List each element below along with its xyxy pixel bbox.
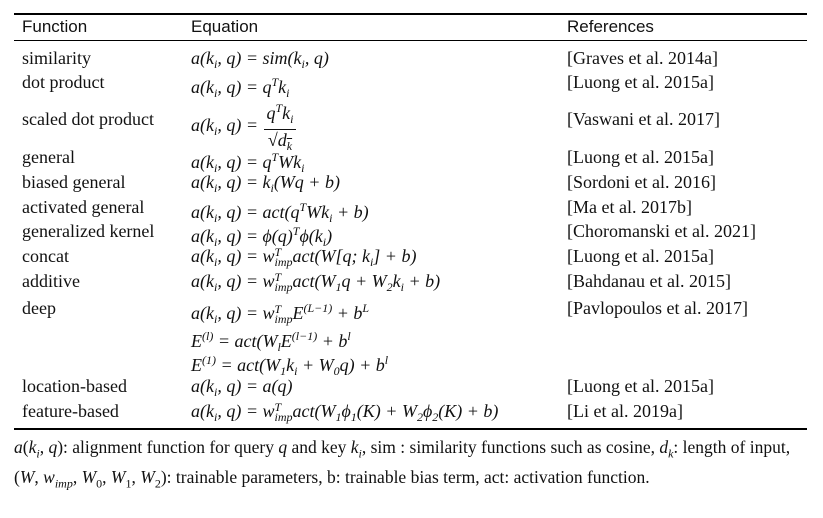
reference: [Graves et al. 2014a] xyxy=(567,48,718,68)
equation: $a(k_i$, $q) = w_{imp T}$ $act(W_1\phi_1(K) + W_2\phi_2(K) + b)$ xyxy=(191,400,499,424)
function-name: biased general xyxy=(22,172,126,192)
reference: [Pavlopoulos et al. 2017] xyxy=(567,298,748,318)
function-name: additive xyxy=(22,271,80,291)
equation: $a(k_i$, q) = a(q) xyxy=(191,376,293,399)
header-equation: Equation xyxy=(191,17,259,36)
reference: [Luong et al. 2015a] xyxy=(567,376,714,396)
reference: [Vaswani et al. 2017] xyxy=(567,109,720,129)
equation: $a(k_i$, $q) = act(q^TWk_i + b)$ xyxy=(191,200,369,225)
header-references: References xyxy=(567,17,654,36)
equation: $a(k_i$, $q) = sim(k_i$, q) xyxy=(191,48,329,71)
function-name: feature-based xyxy=(22,401,119,421)
function-name: location-based xyxy=(22,376,127,396)
function-name: concat xyxy=(22,246,69,266)
equation: $a(k_i$, $q) = k_i(Wq + b)$ xyxy=(191,172,340,195)
reference: [Li et al. 2019a] xyxy=(567,401,683,421)
function-name: scaled dot product xyxy=(22,109,154,129)
reference: [Sordoni et al. 2016] xyxy=(567,172,716,192)
function-name: deep xyxy=(22,298,56,318)
function-name: generalized kernel xyxy=(22,221,155,241)
equation: $a(k_i$, $q) = \phi(q)^T\phi(k_i)$ xyxy=(191,224,333,249)
equation-continuation: $E^{(1)} = act(W_1k_i + W_0q) + b^l$ xyxy=(191,353,389,378)
function-name: similarity xyxy=(22,48,91,68)
equation: $a(k_i$, $q) = w_{imp T}$ act(W[q; $k_i] + b$) xyxy=(191,245,417,269)
table-caption: $a(k_i$, q): alignment function for query q and key $k_i$, sim : similarity functions such as cosine, $d_k$: length of input, (W, $w_{imp}$, $W_0$, $W_1$, $W_2$): trainable parameters, b: trainable bias term, act: activation function. xyxy=(14,437,791,490)
equation: $a(k_i$, $q) = q^Tk_i$ xyxy=(191,75,290,100)
header-function: Function xyxy=(22,17,88,36)
reference: [Luong et al. 2015a] xyxy=(567,147,714,167)
reference: [Luong et al. 2015a] xyxy=(567,246,714,266)
function-name: dot product xyxy=(22,72,105,92)
top-rule xyxy=(14,13,807,15)
equation: $a(k_i$, $q) = w_{imp T}$ $E^{(L-1)} + b^L$ xyxy=(191,301,370,326)
function-name: activated general xyxy=(22,197,145,217)
bottom-rule xyxy=(14,428,807,430)
reference: [Choromanski et al. 2021] xyxy=(567,221,756,241)
equation: $a(k_i$, $q) = q^TWk_i$ xyxy=(191,150,305,175)
function-name: general xyxy=(22,147,75,167)
reference: [Luong et al. 2015a] xyxy=(567,72,714,92)
reference: [Bahdanau et al. 2015] xyxy=(567,271,731,291)
header-rule xyxy=(14,40,807,41)
equation-continuation: $E^{(l)} = act(W_lE^{(l-1)} + b^l$ xyxy=(191,329,351,354)
equation: $a(k_i$, q) = $\frac{q^Tk_i}{√d_k}$ xyxy=(191,98,296,156)
equation: $a(k_i$, $q) = w_{imp T}$ $act(W_1q + W_2k_i + b)$ xyxy=(191,270,441,294)
reference: [Ma et al. 2017b] xyxy=(567,197,692,217)
